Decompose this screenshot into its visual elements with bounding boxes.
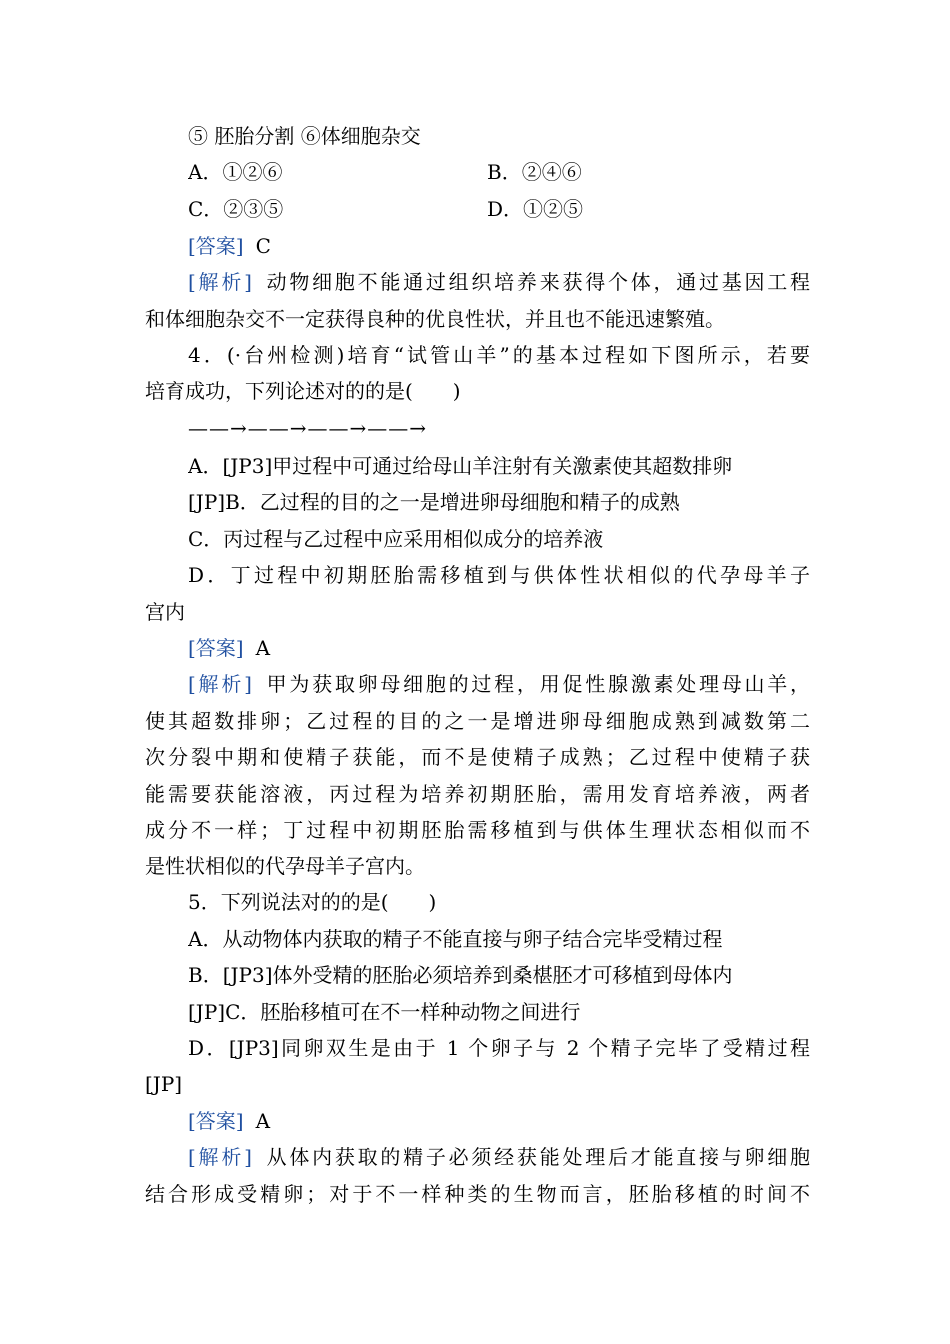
q4-answer [188, 634, 810, 662]
answer-label: [答案] [188, 1109, 244, 1133]
q5-analysis-line-2: 结合形成受精卵；对于不一样种类的生物而言，胚胎移植的时间不 [145, 1182, 810, 1206]
q3-option-d: D．①②⑤ [487, 197, 584, 221]
q4-option-a: A．[JP3]甲过程中可通过给母山羊注射有关激素使其超数排卵 [188, 454, 733, 478]
q4-analysis-line-2: 使其超数排卵；乙过程的目的之一是增进卵母细胞成熟到减数第二 [145, 709, 810, 733]
q4-analysis-line-3: 次分裂中期和使精子获能，而不是使精子成熟；乙过程中使精子获 [145, 745, 810, 769]
analysis-label: [解析] [188, 270, 252, 294]
q4-stem-line-2: 培育成功，下列论述对的的是( ) [145, 379, 461, 403]
q3-analysis-line-1: [解析] 动物细胞不能通过组织培养来获得个体，通过基因工程 [188, 270, 810, 294]
q4-analysis-line-5: 成分不一样；丁过程中初期胚胎需移植到与供体生理状态相似而不 [145, 818, 810, 842]
q4-option-d-line-1: D．丁过程中初期胚胎需移植到与供体性状相似的代孕母羊子 [188, 563, 810, 587]
q3-option-b: B．②④⑥ [487, 160, 582, 184]
q4-option-b: [JP]B．乙过程的目的之一是增进卵母细胞和精子的成熟 [188, 490, 680, 514]
q5-option-d-line-2: [JP] [145, 1072, 183, 1096]
analysis-label: [解析] [188, 672, 252, 696]
analysis-label: [解析] [188, 1145, 252, 1169]
answer-label: [答案] [188, 636, 244, 660]
q4-analysis-line-6: 是性状相似的代孕母羊子宫内。 [145, 854, 425, 878]
q4-stem-line-1: 4．(·台州检测)培育“试管山羊”的基本过程如下图所示，若要 [188, 343, 810, 367]
q4-analysis-line-4: 能需要获能溶液，丙过程为培养初期胚胎，需用发育培养液，两者 [145, 782, 810, 806]
q5-stem: 5．下列说法对的的是( ) [188, 890, 437, 914]
q5-option-b: B．[JP3]体外受精的胚胎必须培养到桑椹胚才可移植到母体内 [188, 963, 733, 987]
q3-analysis-line-2: 和体细胞杂交不一定获得良种的优良性状，并且也不能迅速繁殖。 [145, 307, 725, 331]
q4-flow-arrows: ——→——→——→——→ [188, 416, 428, 440]
q3-answer [188, 232, 810, 260]
q5-option-d-line-1: D．[JP3]同卵双生是由于 1 个卵子与 2 个精子完毕了受精过程 [188, 1036, 810, 1060]
answer-value: A [255, 1109, 271, 1133]
answer-value: A [255, 636, 271, 660]
q5-option-c: [JP]C．胚胎移植可在不一样种动物之间进行 [188, 1000, 581, 1024]
answer-value: C [255, 234, 271, 258]
q4-analysis-line-1: [解析] 甲为获取卵母细胞的过程，用促性腺激素处理母山羊， [188, 672, 810, 696]
q3-option-a: A．①②⑥ [188, 160, 283, 184]
q5-answer [188, 1107, 810, 1135]
q3-option-c: C．②③⑤ [188, 197, 284, 221]
q5-option-a: A．从动物体内获取的精子不能直接与卵子结合完毕受精过程 [188, 927, 723, 951]
answer-label: [答案] [188, 234, 244, 258]
q3-option-line: ⑤ 胚胎分割 ⑥体细胞杂交 [188, 124, 421, 148]
q5-analysis-line-1: [解析] 从体内获取的精子必须经获能处理后才能直接与卵细胞 [188, 1145, 810, 1169]
q4-option-d-line-2: 宫内 [145, 600, 185, 624]
q4-option-c: C．丙过程与乙过程中应采用相似成分的培养液 [188, 527, 604, 551]
